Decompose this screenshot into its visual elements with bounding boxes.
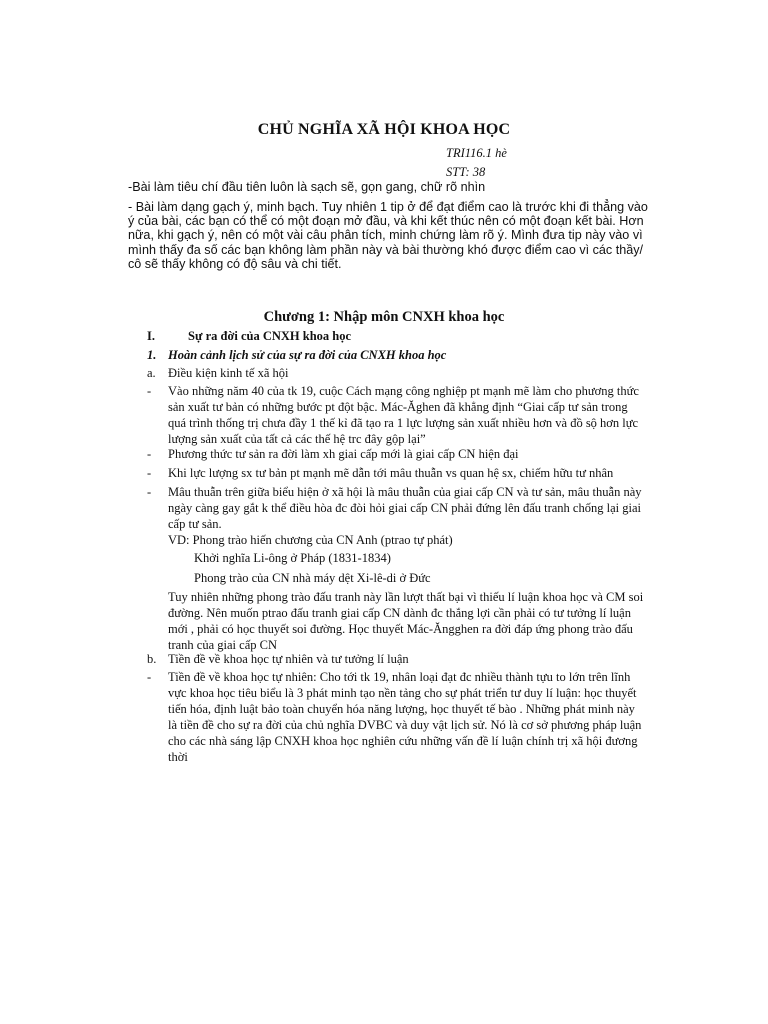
- bullet-dash: -: [147, 447, 152, 461]
- class-code: TRI116.1 hè: [446, 146, 507, 160]
- bullet-dash: -: [147, 384, 152, 398]
- bullet-dash: -: [147, 466, 152, 480]
- subsection-marker: 1.: [147, 348, 157, 362]
- item-a: [147, 365, 647, 381]
- subsection-title: Hoàn cảnh lịch sử của sự ra đời của CNXH khoa học: [168, 348, 447, 362]
- item-a-marker: a.: [147, 366, 156, 380]
- chapter-heading: Chương 1: Nhập môn CNXH khoa học: [263, 309, 505, 325]
- item-b: [147, 651, 647, 667]
- bullet-item: [147, 383, 647, 447]
- bullet-text: Mâu thuẫn trên giữa biểu hiện ở xã hội là mâu thuẫn của giai cấp CN và tư sản, mâu thuẫn này ngày càng gay gắt k thể điều hòa đc đòi hỏi giai cấp CN phải đứng lên đấu tranh chống lại giai cấp tư sản.: [168, 485, 642, 531]
- body-paragraph: Tuy nhiên những phong trào đấu tranh này lần lượt thất bại vì thiếu lí luận khoa học và CM soi đường. Nên muốn ptrao đấu tranh giai cấp CN dành đc thắng lợi cần phải có tư tưởng lí luận mới , phải có học thuyết soi đường. Học thuyết Mác-Ăngghen ra đời đáp ứng phong trào đấu tranh của giai cấp CN: [168, 590, 644, 652]
- example-line: Phong trào của CN nhà máy dệt Xi-lê-di ở Đức: [194, 571, 431, 585]
- bullet-item: [147, 484, 647, 532]
- section-title: Sự ra đời của CNXH khoa học: [188, 329, 352, 343]
- tip-paragraph-2: - Bài làm dạng gạch ý, minh bạch. Tuy nhiên 1 tip ở để đạt điểm cao là trước khi đi thẳng vào ý của bài, các bạn có thể có một đoạn mở đầu, và khi kết thúc nên có một đoạn kết bài. Hơn nữa, khi gạch ý, nên có một vài câu phân tích, minh chứng làm rõ ý. Mình đưa tip này vào vì mình thấy đa số các bạn không làm phần này và bài thường khó được điểm cao vì các thầy/ cô sẽ thấy không có độ sâu và chi tiết.: [128, 200, 648, 271]
- example-line: Khởi nghĩa Li-ông ở Pháp (1831-1834): [194, 551, 391, 565]
- example-line: VD: Phong trào hiến chương của CN Anh (ptrao tự phát): [168, 533, 453, 547]
- subsection-heading: [147, 347, 647, 363]
- document-title: CHỦ NGHĨA XÃ HỘI KHOA HỌC: [257, 121, 511, 138]
- section-heading: [147, 328, 647, 344]
- bullet-item: [147, 465, 647, 481]
- bullet-item: [147, 669, 647, 765]
- item-b-marker: b.: [147, 652, 157, 666]
- bullet-text: Khi lực lượng sx tư bản pt mạnh mẽ dẫn tới mâu thuẫn vs quan hệ sx, chiếm hữu tư nhân: [168, 466, 614, 480]
- bullet-text: Phương thức tư sản ra đời làm xh giai cấp mới là giai cấp CN hiện đại: [168, 447, 519, 461]
- item-b-title: Tiền đề về khoa học tự nhiên và tư tưởng lí luận: [168, 652, 409, 666]
- student-number: STT: 38: [446, 165, 486, 179]
- bullet-text: Tiền đề về khoa học tự nhiên: Cho tới tk 19, nhân loại đạt đc nhiều thành tựu to lớn trên lĩnh vực khoa học tiêu biểu là 3 phát minh tạo nền tảng cho sự phát triển tư duy lí luận: học thuyết tiến hóa, định luật bảo toàn chuyển hóa năng lượng, học thuyết tế bào . Những phát minh này là tiền đề cho sự ra đời của chủ nghĩa DVBC và duy vật lịch sử. Nó là cơ sở phương pháp luận cho các nhà sáng lập CNXH khoa học nghiên cứu những vấn đề lí luận chính trị xã hội đương thời: [168, 670, 642, 764]
- bullet-item: [147, 446, 647, 462]
- item-a-title: Điều kiện kinh tế xã hội: [168, 366, 289, 380]
- bullet-dash: -: [147, 670, 152, 684]
- tip-line-1: -Bài làm tiêu chí đầu tiên luôn là sạch sẽ, gọn gang, chữ rõ nhìn: [128, 180, 486, 194]
- section-marker: I.: [147, 329, 155, 343]
- bullet-dash: -: [147, 485, 152, 499]
- bullet-text: Vào những năm 40 của tk 19, cuộc Cách mạng công nghiệp pt mạnh mẽ làm cho phương thức sản xuất tư bản có những bước pt đột bậc. Mác-Ăghen đã khẳng định “Giai cấp tư sản trong quá trình thống trị chưa đầy 1 thế kỉ đã tạo ra 1 lực lượng sản xuất nhiều hơn và đồ sộ hơn lực lượng sản xuất của tất cả các thế hệ trc đây gộp lại”: [168, 384, 639, 446]
